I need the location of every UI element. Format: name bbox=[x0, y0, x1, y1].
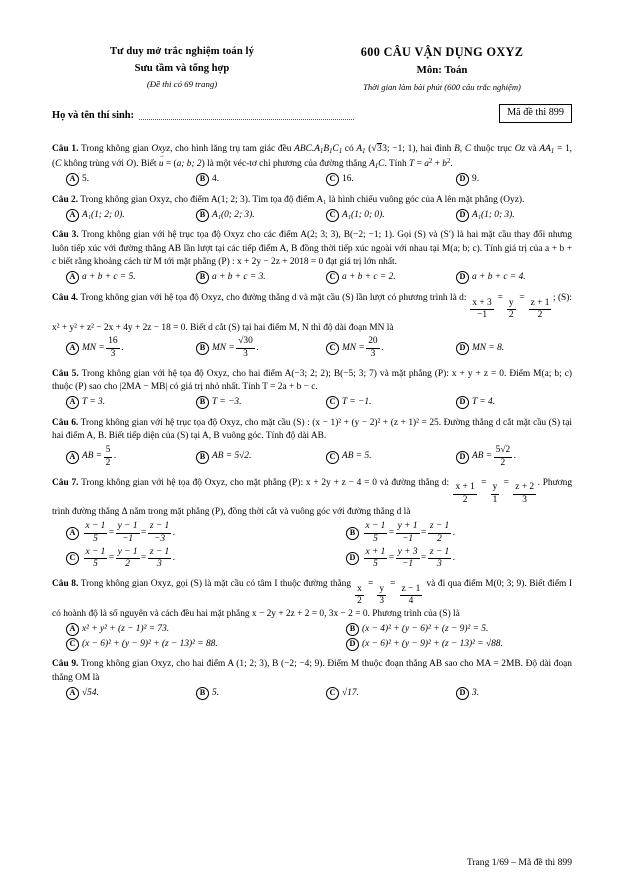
option-letter-d: D bbox=[346, 638, 359, 651]
option-letter-b: B bbox=[346, 623, 359, 636]
option-b[interactable]: B T = −3. bbox=[182, 396, 312, 409]
option-d[interactable]: D 3. bbox=[442, 687, 572, 700]
option-letter-d: D bbox=[456, 396, 469, 409]
question-5-label: Câu 5. bbox=[52, 368, 79, 379]
question-8-label: Câu 8. bbox=[52, 579, 79, 590]
option-b[interactable]: B 4. bbox=[182, 173, 312, 186]
questions-list bbox=[52, 142, 572, 700]
question-7-label: Câu 7. bbox=[52, 477, 79, 488]
option-letter-b: B bbox=[196, 271, 209, 284]
option-letter-a: A bbox=[66, 623, 79, 636]
question-8-options-row2 bbox=[52, 638, 572, 651]
question-3-options bbox=[52, 271, 572, 284]
question-5-text: Trong không gian với hệ tọa độ Oxyz, cho hai điểm A(−3; 2; 2); B(−5; 3; 7) và mặt phẳng (P): x + y + z = 0. Điểm M(a; b; c) thuộc (P) sao cho |2MA − MB| có giá trị nhỏ nhất. Tính T = 2a + b − c. bbox=[52, 368, 572, 393]
exam-subject: Môn: Toán bbox=[416, 64, 468, 77]
option-letter-c: C bbox=[326, 396, 339, 409]
question-3-text: Trong không gian với hệ trục tọa độ Oxyz cho các điểm A(2; 3; 3), B(−2; −1; 1). Gọi (S) và (S′) là hai mặt cầu thay đổi nhưng luôn tiếp xúc với đường thẳng AB lần lượt tại các tiếp điểm A, B đồng thời tiếp xúc ngoài với nhau tại M(a; b; c). Tính giá trị của a + b + c biết rằng khoảng cách từ M tới mặt phẳng (P) : x + 2y − 2z + 2018 = 0 đạt giá trị lớn nhất. bbox=[52, 230, 572, 268]
question-1-options bbox=[52, 173, 572, 186]
fraction-z: $\frac{z + 1}{2}$ bbox=[530, 297, 550, 321]
question-6-text: Trong không gian với hệ trục tọa độ Oxyz, cho mặt cầu (S) : (x − 1)² + (y − 2)² + (z + 1)² = 25. Đường thẳng d cắt mặt cầu (S) tại hai điểm A, B. Biết tiếp diện của (S) tại A, B vuông góc. Tính độ dài AB. bbox=[52, 417, 572, 442]
exam-duration: Thời gian làm bài phút (600 câu trắc nghiệm) bbox=[363, 81, 521, 92]
question-6-options bbox=[52, 445, 572, 469]
option-d[interactable]: D A₁(1; 0; 3). bbox=[442, 209, 572, 222]
header-page-count: (Đề thi có 69 trang) bbox=[146, 79, 218, 90]
option-letter-a: A bbox=[66, 687, 79, 700]
option-c[interactable]: C (x − 6)² + (y − 9)² + (z − 13)² = 88. bbox=[52, 638, 312, 651]
option-letter-b: B bbox=[346, 527, 359, 540]
option-letter-a: A bbox=[66, 209, 79, 222]
question-9-stem bbox=[52, 658, 572, 685]
option-b[interactable]: B MN = $\frac{√30}{3}$ . bbox=[182, 336, 312, 360]
question-5-options bbox=[52, 396, 572, 409]
question-5-stem bbox=[52, 368, 572, 395]
question-8-options-row1 bbox=[52, 623, 572, 636]
question-8-stem: Câu 8. Trong không gian Oxyz, gọi (S) là mặt cầu có tâm I thuộc đường thẳng $\frac{x}{2}$ = $\frac{y}{3}$ = $\frac{z - 1}{4}$ và đi qua điểm M(0; 3; 9). Biết điểm I có hoành độ là số nguyên và cách đều hai mặt phẳng x − 2y + 2z + 2 = 0, 3x − 2 = 0. Phương trình của (S) là bbox=[52, 579, 572, 619]
fraction-x: $\frac{x + 3}{-1}$ bbox=[472, 297, 492, 321]
option-c[interactable]: C T = −1. bbox=[312, 396, 442, 409]
option-letter-d: D bbox=[456, 209, 469, 222]
option-c[interactable]: C √17. bbox=[312, 687, 442, 700]
header-left-block bbox=[52, 44, 312, 93]
option-letter-a: A bbox=[66, 342, 79, 355]
option-letter-a: A bbox=[66, 451, 79, 464]
header-source-subtitle: Sưu tầm và tổng hợp bbox=[134, 63, 230, 75]
question-4-stem: Câu 4. Trong không gian với hệ tọa độ Oxyz, cho đường thẳng d và mặt cầu (S) lần lượt có phương trình là d: $\frac{x + 3}{-1}$ = $\frac{y}{2}$ = $\frac{z + 1}{2}$ ; (S): x² + y² + z² − 2x + 4y + 2z − 18 = 0. Biết d cắt (S) tại hai điểm M, N thì độ dài đoạn MN là bbox=[52, 292, 573, 333]
option-letter-d: D bbox=[456, 271, 469, 284]
option-a[interactable]: A a + b + c = 5. bbox=[52, 271, 182, 284]
option-letter-d: D bbox=[456, 687, 469, 700]
option-letter-b: B bbox=[196, 396, 209, 409]
question-2-label: Câu 2. bbox=[52, 194, 79, 205]
question-3-stem bbox=[52, 229, 572, 269]
exam-code-box: Mã đề thi 899 bbox=[499, 104, 572, 123]
option-a[interactable]: A A₁(1; 2; 0). bbox=[52, 209, 182, 222]
question-9-text: Trong không gian Oxyz, cho hai điểm A (1; 2; 3), B (−2; −4; 9). Điểm M thuộc đoạn thẳng AB sao cho MA = 2MB. Độ dài đoạn thẳng OM là bbox=[52, 659, 572, 683]
option-c[interactable]: C A₁(1; 0; 0). bbox=[312, 209, 442, 222]
fraction-z: $\frac{z - 1}{4}$ bbox=[401, 583, 421, 607]
question-1 bbox=[52, 142, 572, 186]
vector-u: u → bbox=[159, 158, 164, 171]
question-2 bbox=[52, 194, 572, 222]
option-letter-b: B bbox=[196, 209, 209, 222]
option-a[interactable]: A $\frac{x - 1}{5}$ = $\frac{y - 1}{-1}$ = $\frac{z - 1}{-3}$ . bbox=[52, 521, 312, 545]
option-letter-a: A bbox=[66, 173, 79, 186]
option-letter-d: D bbox=[456, 451, 469, 464]
question-1-label: Câu 1. bbox=[52, 144, 79, 155]
option-letter-a: A bbox=[66, 396, 79, 409]
question-4-options bbox=[52, 336, 572, 360]
question-1-stem: Câu 1. Trong không gian Oxyz, cho hình lăng trụ tam giác đều $ABC.A_1B_1C_1$ có $A_1$ (√33; −1; 1), hai đỉnh B, C thuộc trục Oz và $AA_1 = 1$, (C không trùng với O). Biết u → = (a; b; 2) là một véc-tơ chỉ phương của đường thẳng $A_1C$. Tính $T = a^2 + b^2$. bbox=[52, 142, 572, 171]
question-7-options-row2 bbox=[52, 547, 572, 571]
question-5 bbox=[52, 368, 572, 410]
option-a[interactable]: A T = 3. bbox=[52, 396, 182, 409]
option-letter-b: B bbox=[196, 342, 209, 355]
option-letter-d: D bbox=[456, 342, 469, 355]
option-c[interactable]: C 16. bbox=[312, 173, 442, 186]
question-2-stem bbox=[52, 194, 572, 207]
exam-title: 600 CÂU VẬN DỤNG OXYZ bbox=[360, 45, 524, 59]
option-c[interactable]: C MN = $\frac{20}{3}$ . bbox=[312, 336, 442, 360]
option-letter-c: C bbox=[326, 173, 339, 186]
option-letter-c: C bbox=[66, 638, 79, 651]
question-7-stem: Câu 7. Trong không gian với hệ tọa độ Oxyz, cho mặt phẳng (P): x + 2y + z − 4 = 0 và đường thẳng d: $\frac{x + 1}{2}$ = $\frac{y}{1}$ = $\frac{z + 2}{3}$ . Phương trình đường thẳng Δ nằm trong mặt phẳng (P), đồng thời cắt và vuông góc với đường thẳng d là bbox=[52, 477, 573, 518]
option-b[interactable]: B $\frac{x - 1}{5}$ = $\frac{y + 1}{-1}$ = $\frac{z - 1}{2}$ . bbox=[312, 521, 572, 545]
question-4 bbox=[52, 292, 572, 361]
candidate-name-label: Họ và tên thí sinh: bbox=[52, 109, 134, 121]
option-letter-a: A bbox=[66, 271, 79, 284]
option-c[interactable]: C a + b + c = 2. bbox=[312, 271, 442, 284]
question-7-options-row1 bbox=[52, 521, 572, 545]
option-d[interactable]: D MN = 8. bbox=[442, 336, 572, 360]
option-letter-b: B bbox=[196, 687, 209, 700]
question-6-label: Câu 6. bbox=[52, 417, 79, 428]
candidate-name-input[interactable] bbox=[139, 118, 354, 120]
page-footer: Trang 1/69 – Mã đề thi 899 bbox=[466, 857, 572, 869]
page-header bbox=[52, 44, 572, 93]
option-a[interactable]: A AB = $\frac{5}{2}$ . bbox=[52, 445, 182, 469]
header-right-block bbox=[312, 44, 572, 93]
option-letter-c: C bbox=[326, 451, 339, 464]
option-letter-c: C bbox=[66, 552, 79, 565]
fraction-y: $\frac{y}{3}$ bbox=[379, 583, 385, 607]
question-2-text: Trong không gian Oxyz, cho điểm A(1; 2; 3). Tìm tọa độ điểm A₁ là hình chiếu vuông góc của A lên mặt phẳng (Oyz). bbox=[80, 194, 525, 205]
option-b[interactable]: B 5. bbox=[182, 687, 312, 700]
candidate-name-row bbox=[52, 104, 572, 123]
option-letter-c: C bbox=[326, 209, 339, 222]
option-a[interactable]: A x² + y² + (z − 1)² = 73. bbox=[52, 623, 312, 636]
option-letter-c: C bbox=[326, 271, 339, 284]
option-c[interactable]: C AB = 5. bbox=[312, 445, 442, 469]
header-source-title: Tư duy mở trắc nghiệm toán lý bbox=[109, 46, 255, 57]
option-d[interactable]: D T = 4. bbox=[442, 396, 572, 409]
option-letter-d: D bbox=[456, 173, 469, 186]
question-4-label: Câu 4. bbox=[52, 292, 79, 303]
question-3 bbox=[52, 229, 572, 284]
question-9-options bbox=[52, 687, 572, 700]
option-letter-c: C bbox=[326, 342, 339, 355]
option-d[interactable]: D $\frac{x + 1}{5}$ = $\frac{y + 3}{-1}$ = $\frac{z - 1}{3}$ . bbox=[312, 547, 572, 571]
option-letter-d: D bbox=[346, 552, 359, 565]
option-a[interactable]: A √54. bbox=[52, 687, 182, 700]
question-3-label: Câu 3. bbox=[52, 230, 79, 241]
question-9-label: Câu 9. bbox=[52, 659, 79, 670]
question-2-options bbox=[52, 209, 572, 222]
fraction-y: $\frac{y}{2}$ bbox=[508, 297, 514, 321]
option-d[interactable]: D a + b + c = 4. bbox=[442, 271, 572, 284]
question-8 bbox=[52, 578, 572, 651]
option-letter-c: C bbox=[326, 687, 339, 700]
fraction-x: $\frac{x + 1}{2}$ bbox=[455, 482, 475, 505]
option-b[interactable]: B (x − 4)² + (y − 6)² + (z − 9)² = 5. bbox=[312, 623, 572, 636]
question-6-stem bbox=[52, 417, 572, 444]
option-b[interactable]: B A₁(0; 2; 3). bbox=[182, 209, 312, 222]
option-d[interactable]: D 9. bbox=[442, 173, 572, 186]
option-b[interactable]: B a + b + c = 3. bbox=[182, 271, 312, 284]
fraction-z: $\frac{z + 2}{3}$ bbox=[515, 482, 535, 505]
option-b[interactable]: B AB = 5√2. bbox=[182, 445, 312, 469]
question-7 bbox=[52, 477, 572, 571]
option-letter-b: B bbox=[196, 451, 209, 464]
option-letter-a: A bbox=[66, 527, 79, 540]
option-d[interactable]: D AB = $\frac{5√2}{2}$ . bbox=[442, 445, 572, 469]
option-d[interactable]: D (x − 6)² + (y − 9)² + (z − 13)² = √88. bbox=[312, 638, 572, 651]
fraction-y: $\frac{y}{1}$ bbox=[492, 482, 498, 505]
option-c[interactable]: C $\frac{x - 1}{5}$ = $\frac{y - 1}{2}$ = $\frac{z - 1}{3}$ . bbox=[52, 547, 312, 571]
question-6 bbox=[52, 417, 572, 469]
option-letter-b: B bbox=[196, 173, 209, 186]
option-a[interactable]: A MN = $\frac{16}{3}$ . bbox=[52, 336, 182, 360]
question-9 bbox=[52, 658, 572, 700]
option-a[interactable]: A 5. bbox=[52, 173, 182, 186]
fraction-x: $\frac{x}{2}$ bbox=[357, 583, 362, 607]
sqrt-3: √3 bbox=[371, 143, 382, 155]
